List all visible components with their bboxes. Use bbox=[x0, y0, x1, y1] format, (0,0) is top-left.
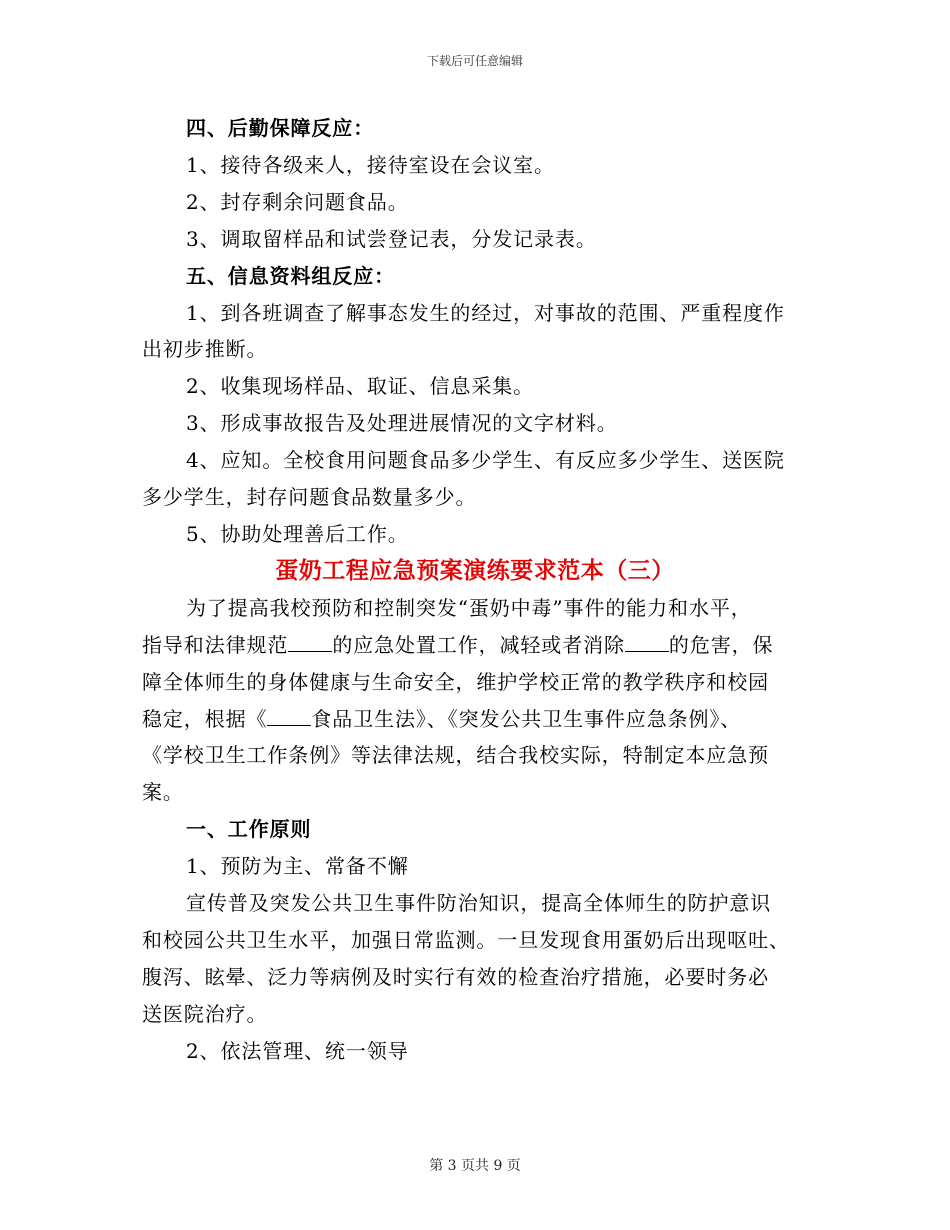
page-footer: 第 3 页共 9 页 bbox=[429, 1158, 521, 1174]
list-item: 2、封存剩余问题食品。 bbox=[186, 189, 409, 214]
page-header: 下载后可任意编辑 bbox=[426, 54, 523, 68]
list-item-continuation: 多少学生，封存问题食品数量多少。 bbox=[142, 485, 477, 510]
intro-text: 的危害，保 bbox=[668, 632, 774, 657]
fill-blank bbox=[288, 633, 332, 652]
principle-body-line: 宣传普及突发公共卫生事件防治知识，提高全体师生的防护意识 bbox=[186, 891, 772, 916]
list-item: 1、到各班调查了解事态发生的经过，对事故的范围、严重程度作 bbox=[186, 300, 785, 325]
list-item: 4、应知。全校食用问题食品多少学生、有反应多少学生、送医院 bbox=[186, 448, 785, 473]
section-heading-logistics: 四、后勤保障反应： bbox=[186, 116, 375, 140]
intro-paragraph-line: 《学校卫生工作条例》等法律法规，结合我校实际，特制定本应急预 bbox=[142, 743, 769, 768]
intro-text: 的应急处置工作，减轻或者消除 bbox=[332, 632, 625, 657]
intro-paragraph-line bbox=[142, 701, 808, 738]
document-title: 蛋奶工程应急预案演练要求范本（三） bbox=[275, 556, 675, 584]
intro-paragraph-line: 障全体师生的身体健康与生命安全，维护学校正常的教学秩序和校园 bbox=[142, 669, 769, 694]
section-heading-information: 五、信息资料组反应： bbox=[186, 263, 395, 288]
list-item: 1、接待各级来人，接待室设在会议室。 bbox=[186, 152, 555, 177]
intro-paragraph-line: 案。 bbox=[142, 780, 184, 805]
principle-body-line: 和校园公共卫生水平，加强日常监测。一旦发现食用蛋奶后出现呕吐、 bbox=[142, 927, 790, 952]
intro-text: 稳定，根据《 bbox=[142, 706, 268, 731]
intro-text: 指导和法律规范 bbox=[142, 632, 289, 657]
list-item: 5、协助处理善后工作。 bbox=[186, 521, 409, 546]
intro-paragraph-line: 为了提高我校预防和控制突发“蛋奶中毒”事件的能力和水平， bbox=[186, 595, 752, 620]
section-heading-principles: 一、工作原则 bbox=[186, 817, 312, 842]
list-item: 2、收集现场样品、取证、信息采集。 bbox=[186, 374, 535, 399]
intro-paragraph-line bbox=[142, 627, 808, 664]
list-item-continuation: 出初步推断。 bbox=[142, 337, 268, 362]
principle-body-line: 送医院治疗。 bbox=[142, 1001, 268, 1026]
document-body bbox=[142, 110, 808, 1070]
principle-body-line: 腹泻、眩晕、泛力等病例及时实行有效的检查治疗措施，必要时务必 bbox=[142, 964, 769, 989]
principle-title: 2、依法管理、统一领导 bbox=[186, 1038, 409, 1063]
intro-text: 食品卫生法》、《突发公共卫生事件应急条例》、 bbox=[311, 706, 742, 731]
fill-blank bbox=[267, 707, 311, 726]
list-item: 3、调取留样品和试尝登记表，分发记录表。 bbox=[186, 226, 597, 251]
principle-title: 1、预防为主、常备不懈 bbox=[186, 854, 409, 879]
list-item: 3、形成事故报告及处理进展情况的文字材料。 bbox=[186, 411, 618, 436]
fill-blank bbox=[625, 633, 669, 652]
